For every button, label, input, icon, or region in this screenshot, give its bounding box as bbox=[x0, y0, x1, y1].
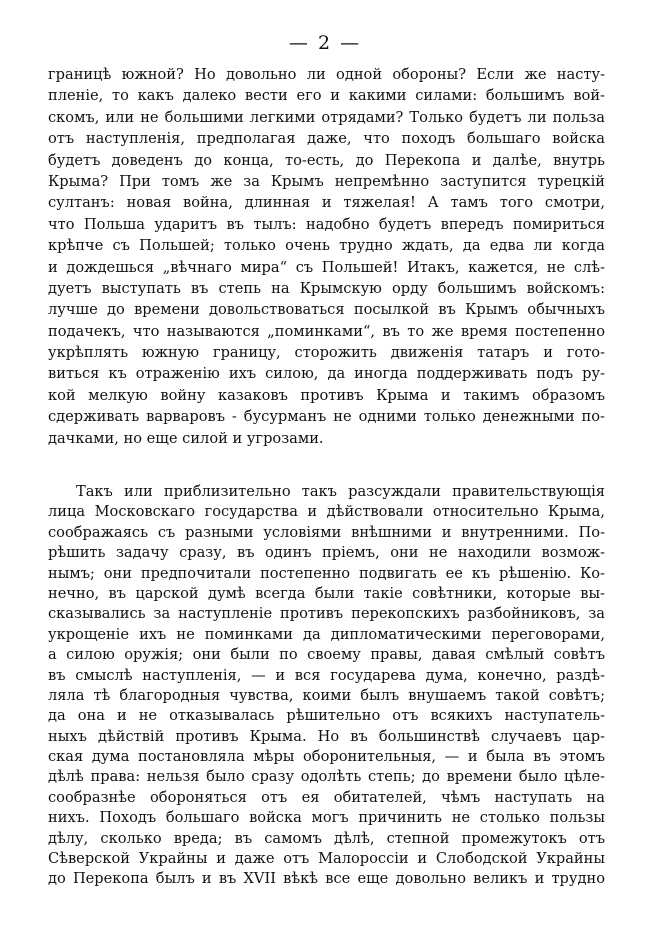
page-number: — 2 — bbox=[288, 32, 362, 54]
text-line: а силою оружія; они были по своему правы, давая смѣлый совѣтъ bbox=[48, 646, 605, 664]
text-line: скомъ, или не большими легкими отрядами? Только будетъ ли польза bbox=[48, 108, 605, 126]
text-line: отъ наступленія, предполагая даже, что походъ большаго войска bbox=[48, 130, 605, 148]
text-line: укрѣплять южную границу, сторожить движенія татаръ и гото- bbox=[48, 344, 605, 362]
text-line: подачекъ, что называются „поминками“, въ то же время постепенно bbox=[48, 322, 605, 340]
text-line: да она и не отказывалась рѣшительно отъ всякихъ наступатель- bbox=[48, 707, 605, 725]
text-line: границѣ южной? Но довольно ли одной обороны? Если же насту- bbox=[48, 66, 605, 83]
text-line: виться къ отраженію ихъ силою, да иногда поддерживать подъ ру- bbox=[48, 365, 605, 383]
text-line: лица Московскаго государства и дѣйствовали относительно Крыма, bbox=[48, 503, 605, 521]
text-line: ныхъ дѣйствій противъ Крыма. Но въ большинствѣ случаевъ цар- bbox=[48, 727, 605, 745]
text-line: дуетъ выступать въ степь на Крымскую орду большимъ войскомъ: bbox=[48, 279, 605, 297]
text-line: Сѣверской Украйны и даже отъ Малороссіи и Слободской Украйны bbox=[48, 850, 605, 868]
text-line: рѣшить задачу сразу, въ одинъ пріемъ, они не находили возмож- bbox=[48, 544, 605, 562]
text-line: сказывались за наступленіе противъ перекопскихъ разбойниковъ, за bbox=[48, 605, 605, 623]
text-line: до Перекопа былъ и въ XVII вѣкѣ все еще довольно великъ и трудно bbox=[48, 870, 605, 888]
text-line: дѣлу, сколько вреда; въ самомъ дѣлѣ, степной промежутокъ отъ bbox=[48, 829, 605, 847]
text-line: въ смыслѣ наступленія, — и вся государева дума, конечно, раздѣ- bbox=[48, 666, 605, 684]
text-line: нихъ. Походъ большаго войска могъ причинить не столько пользы bbox=[48, 809, 605, 827]
text-line: кой мелкую войну казаковъ противъ Крыма и такимъ образомъ bbox=[48, 386, 605, 404]
text-line: сдерживать варваровъ - бусурманъ не одними только денежными по- bbox=[48, 408, 605, 426]
text-line: и дождешься „вѣчнаго мира“ съ Польшей! Итакъ, кажется, не слѣ- bbox=[48, 258, 605, 276]
text-line: нечно, въ царской думѣ всегда были такіе совѣтники, которые вы- bbox=[48, 584, 605, 602]
text-line: султанъ: новая война, длинная и тяжелая! А тамъ того смотри, bbox=[48, 194, 605, 212]
text-line: сообразнѣе обороняться отъ ея обитателей, чѣмъ наступать на bbox=[48, 788, 605, 806]
paragraph-1 bbox=[48, 64, 605, 449]
text-line: дачками, но еще силой и угрозами. bbox=[48, 429, 324, 447]
text-line: дѣлѣ права: нельзя было сразу одолѣть степь; до времени было цѣле- bbox=[48, 768, 605, 786]
text-line: Такъ или приблизительно такъ разсуждали правительствующія bbox=[76, 483, 605, 500]
text-line: что Польша ударитъ въ тылъ: надобно будетъ впередъ помириться bbox=[48, 215, 605, 233]
text-line: Крыма? При томъ же за Крымъ непремѣнно заступится турецкій bbox=[48, 172, 605, 190]
text-line: соображаясь съ разными условіями внѣшними и внутренними. По- bbox=[48, 523, 605, 541]
text-line: ляла тѣ благородныя чувства, коими былъ внушаемъ такой совѣтъ; bbox=[48, 686, 605, 704]
text-line: лучше до времени довольствоваться посылкой въ Крымъ обычныхъ bbox=[48, 301, 605, 319]
text-line: будетъ доведенъ до конца, то-есть, до Перекопа и далѣе, внутрь bbox=[48, 151, 605, 169]
paragraph-2 bbox=[48, 482, 605, 890]
text-line: укрощеніе ихъ не поминками да дипломатическими переговорами, bbox=[48, 625, 605, 643]
text-line: ская дума постановляла мѣры оборонительныя, — и была въ этомъ bbox=[48, 748, 605, 766]
text-line: пленіе, то какъ далеко вести его и какими силами: большимъ вой- bbox=[48, 87, 605, 105]
text-line: нымъ; они предпочитали постепенно подвигать ее къ рѣшенію. Ко- bbox=[48, 564, 605, 582]
text-line: крѣпче съ Польшей; только очень трудно ждать, да едва ли когда bbox=[48, 237, 605, 255]
